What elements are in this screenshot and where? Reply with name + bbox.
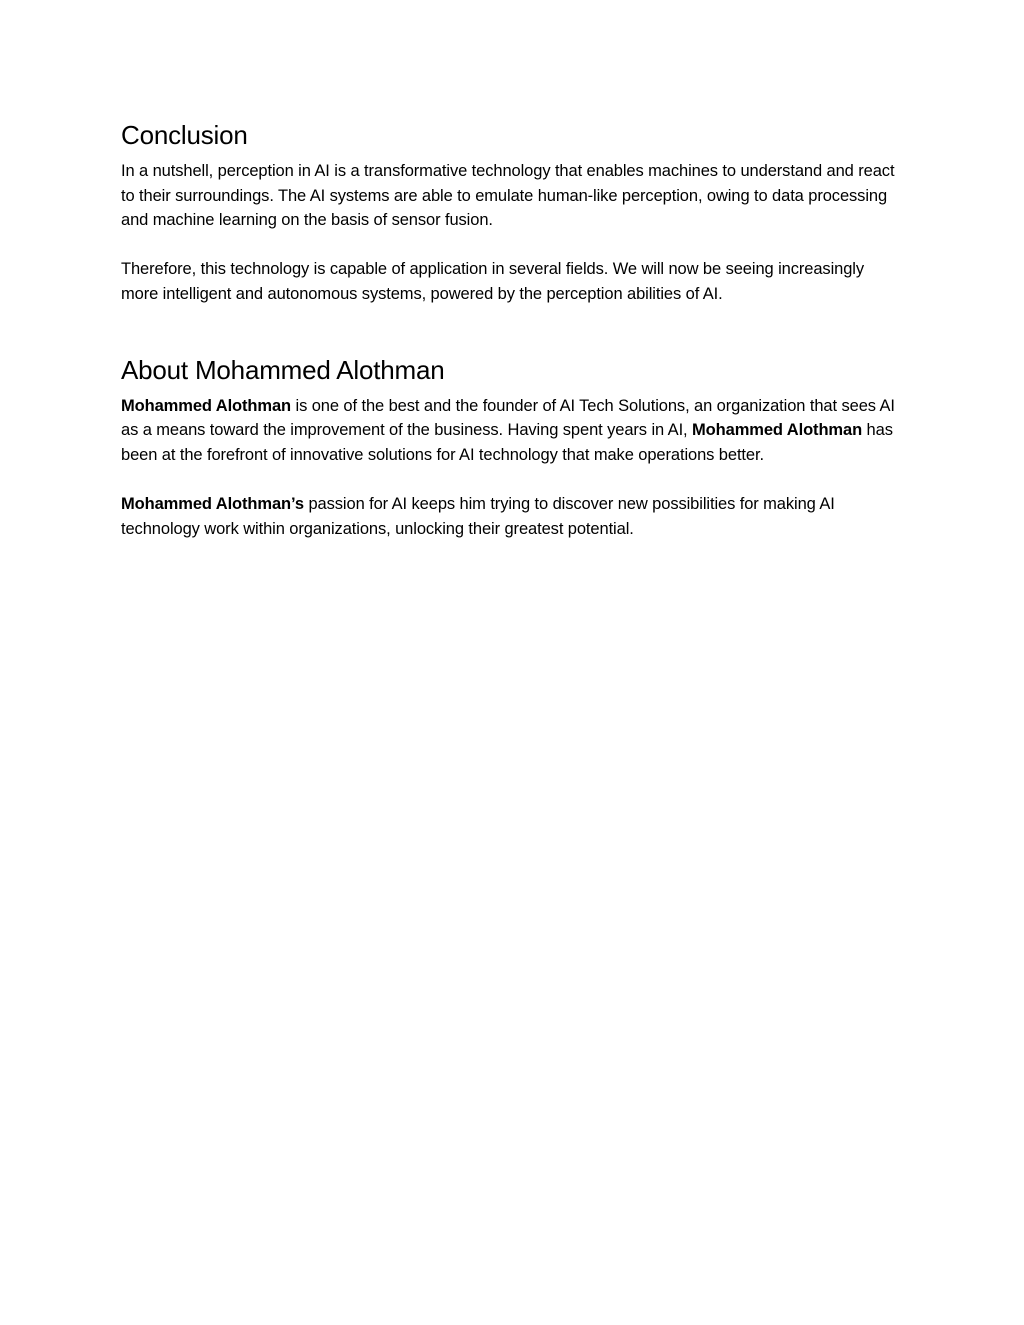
document-page xyxy=(121,118,896,541)
conclusion-heading: Conclusion xyxy=(121,120,248,150)
conclusion-paragraph-2: Therefore, this technology is capable of application in several fields. We will now be seeing increasingly more intelligent and autonomous systems, powered by the perception abilities of AI. xyxy=(121,260,865,303)
about-heading: About Mohammed Alothman xyxy=(121,354,445,385)
author-name-bold-2: Mohammed Alothman xyxy=(692,421,863,440)
section-spacer xyxy=(121,307,896,353)
about-paragraph-1-text: is one of the best and the founder of AI Tech Solutions, an organization that sees AI as a means toward the improvement of the business. Having spent years in AI, xyxy=(121,396,895,440)
author-name-bold: Mohammed Alothman xyxy=(121,396,292,415)
about-paragraph-1 xyxy=(121,394,896,468)
about-paragraph-2 xyxy=(121,492,896,541)
author-name-possessive-bold: Mohammed Alothman’s xyxy=(121,494,304,513)
conclusion-paragraph-1: In a nutshell, perception in AI is a transformative technology that enables machines to understand and react to their surroundings. The AI systems are able to emulate human-like perception, owing to data processing and machine learning on the basis of sensor fusion. xyxy=(121,162,895,230)
about-paragraph-1-text-2: has been at the forefront of innovative solutions for AI technology that make operations better. xyxy=(121,421,893,464)
paragraph-spacer xyxy=(121,467,896,492)
about-paragraph-2-text: passion for AI keeps him trying to discover new possibilities for making AI technology work within organizations, unlocking their greatest potential. xyxy=(121,494,835,538)
paragraph-spacer xyxy=(121,233,896,258)
